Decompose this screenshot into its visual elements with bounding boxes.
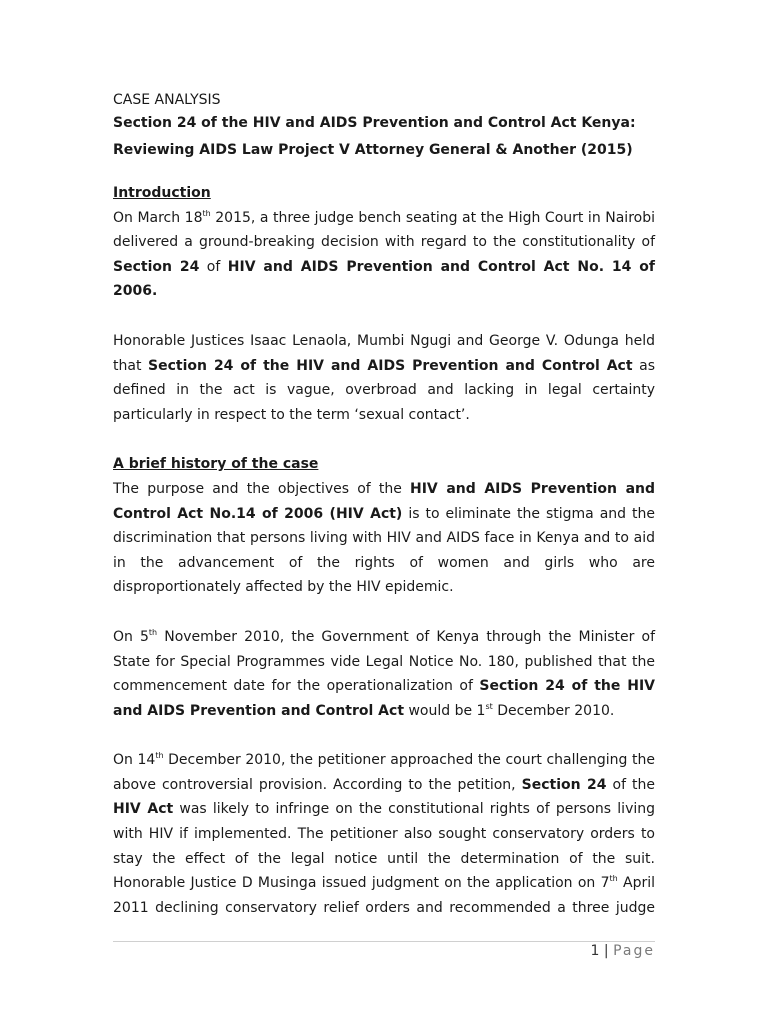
page-word: Page xyxy=(613,943,655,959)
case-analysis-label: CASE ANALYSIS xyxy=(113,92,221,108)
page-number: 1 xyxy=(590,943,600,959)
text-line: and AIDS Prevention and Control Act would be 1st December 2010. xyxy=(113,701,615,719)
history-paragraph-3 xyxy=(113,748,655,920)
text-line: Honorable Justices Isaac Lenaola, Mumbi Ngugi and George V. Odunga held xyxy=(113,332,655,349)
page-separator: | xyxy=(603,943,609,959)
document-title-line-1: Section 24 of the HIV and AIDS Prevention and Control Act Kenya: xyxy=(113,115,636,131)
text-line: commencement date for the operationalization of Section 24 of the HIV xyxy=(113,678,655,695)
document-page xyxy=(113,90,655,920)
introduction-heading: Introduction xyxy=(113,185,211,201)
document-title-line-2: Reviewing AIDS Law Project V Attorney General & Another (2015) xyxy=(113,142,633,158)
text-line: 2011 declining conservatory relief orders and recommended a three judge xyxy=(113,899,655,916)
text-line: Control Act No.14 of 2006 (HIV Act) is to eliminate the stigma and the xyxy=(113,505,656,522)
text-line: On March 18th 2015, a three judge bench seating at the High Court in Nairobi xyxy=(113,208,655,226)
text-line: HIV Act was likely to infringe on the constitutional rights of persons living xyxy=(113,801,655,818)
text-line: The purpose and the objectives of the HIV and AIDS Prevention and xyxy=(113,480,656,497)
footer-divider xyxy=(113,941,655,942)
text-line: State for Special Programmes vide Legal Notice No. 180, published that the xyxy=(113,653,655,670)
text-line: 2006. xyxy=(113,283,158,300)
text-line: with HIV if implemented. The petitioner also sought conservatory orders to xyxy=(113,826,655,843)
text-line: that Section 24 of the HIV and AIDS Prevention and Control Act as xyxy=(113,357,655,374)
page-footer xyxy=(591,941,655,961)
text-line: above controversial provision. According to the petition, Section 24 of the xyxy=(113,776,655,793)
history-paragraph-1 xyxy=(113,477,655,600)
text-line: in the advancement of the rights of women and girls who are xyxy=(113,554,655,571)
history-heading: A brief history of the case xyxy=(113,456,319,473)
introduction-paragraph-2 xyxy=(113,329,655,427)
introduction-paragraph-1 xyxy=(113,206,655,304)
text-line: stay the effect of the legal notice until the determination of the suit. xyxy=(113,850,655,867)
text-line: disproportionately affected by the HIV epidemic. xyxy=(113,579,454,596)
text-line: Honorable Justice D Musinga issued judgment on the application on 7th April xyxy=(113,874,656,892)
text-line: delivered a ground-breaking decision with regard to the constitutionality of xyxy=(113,234,655,251)
text-line: defined in the act is vague, overbroad and lacking in legal certainty xyxy=(113,382,655,399)
text-line: particularly in respect to the term ‘sexual contact’. xyxy=(113,406,470,423)
text-line: Section 24 of HIV and AIDS Prevention and Control Act No. 14 of xyxy=(113,258,655,275)
text-line: On 14th December 2010, the petitioner approached the court challenging the xyxy=(113,751,655,769)
text-line: discrimination that persons living with HIV and AIDS face in Kenya and to aid xyxy=(113,530,655,547)
history-paragraph-2 xyxy=(113,625,655,723)
text-line: On 5th November 2010, the Government of Kenya through the Minister of xyxy=(113,627,656,645)
